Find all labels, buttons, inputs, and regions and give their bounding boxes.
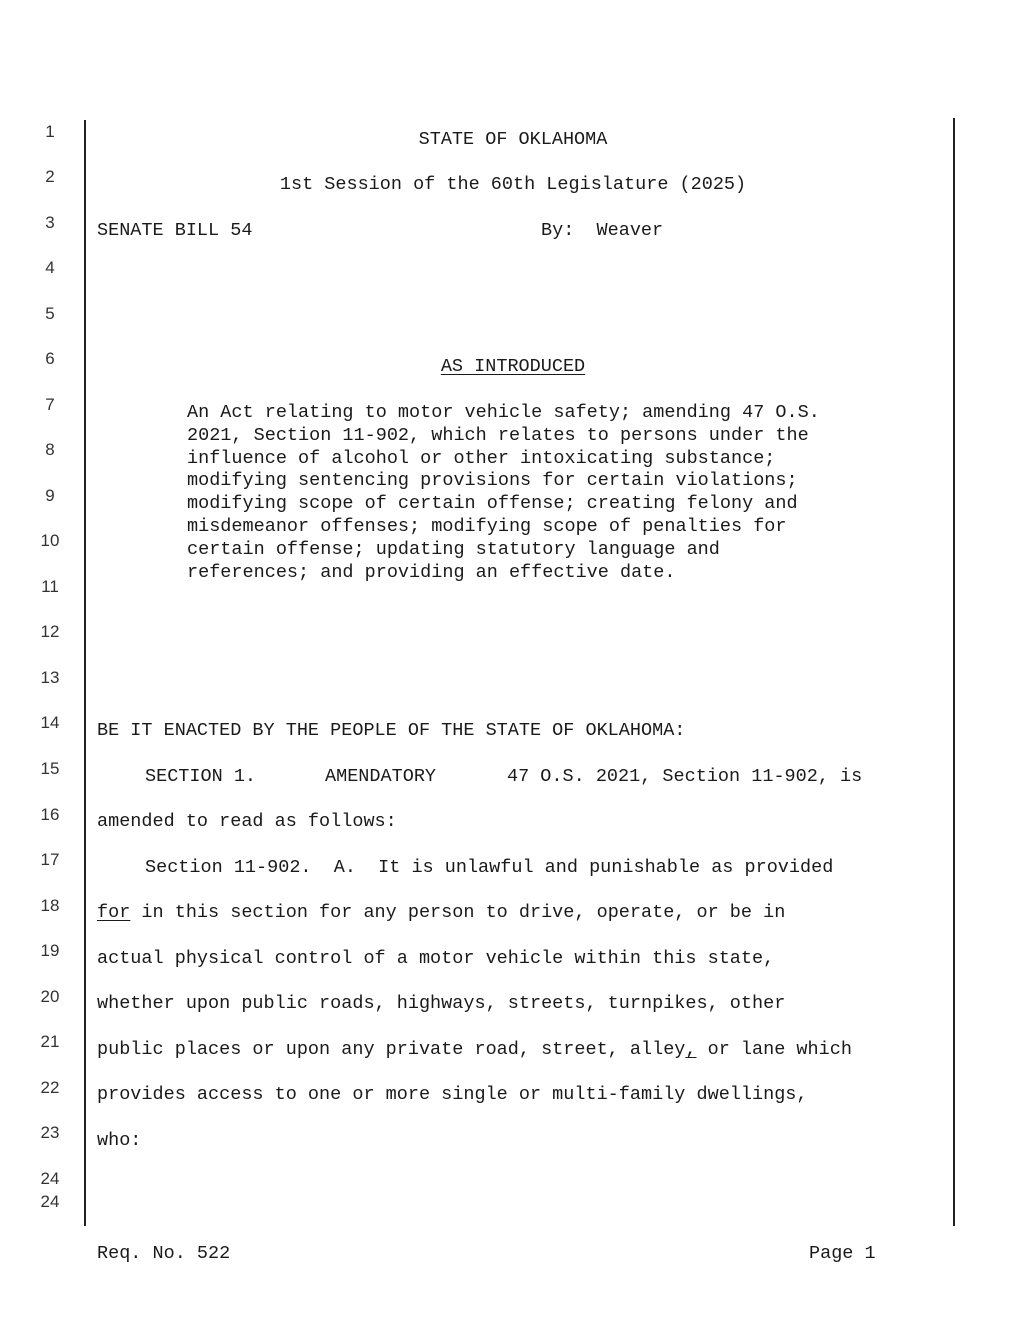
line-number: 15: [40, 759, 60, 778]
request-number: Req. No. 522: [97, 1243, 231, 1264]
line-number: 21: [40, 1032, 60, 1051]
line-number: 5: [45, 304, 55, 323]
page-number: Page 1: [809, 1243, 876, 1264]
section-type: AMENDATORY: [325, 766, 437, 787]
bill-number: SENATE BILL 54: [97, 220, 253, 241]
body-text: public places or upon any private road, street, alley: [97, 1039, 686, 1060]
left-margin-rule: [84, 120, 86, 1226]
right-margin-rule: [953, 118, 955, 1226]
line-number-cutoff: 24: [40, 1192, 60, 1211]
line-number: 12: [40, 622, 60, 641]
line-number: 2: [45, 167, 55, 186]
body-line-22: provides access to one or more single or multi-family dwellings,: [97, 1084, 808, 1105]
body-text: or lane which: [696, 1039, 852, 1060]
enacting-clause: BE IT ENACTED BY THE PEOPLE OF THE STATE OF OKLAHOMA:: [97, 720, 686, 741]
line-number: 10: [40, 531, 60, 550]
line-number: 22: [40, 1078, 60, 1097]
line-number: 13: [40, 668, 60, 687]
status-label: AS INTRODUCED: [440, 356, 586, 377]
section-number: SECTION 1.: [145, 766, 257, 787]
body-line-23: who:: [97, 1130, 142, 1151]
section-continuation: amended to read as follows:: [97, 811, 397, 832]
line-number: 24: [40, 1169, 60, 1188]
line-number: 1: [45, 122, 55, 141]
line-number: 4: [45, 258, 55, 277]
state-title: STATE OF OKLAHOMA: [418, 129, 608, 150]
section-citation: 47 O.S. 2021, Section 11-902, is: [507, 766, 863, 787]
body-text: in this section for any person to drive, operate, or be in: [130, 902, 786, 923]
status-heading: [97, 356, 929, 378]
session-title: 1st Session of the 60th Legislature (2025): [279, 174, 747, 195]
line-number: 14: [40, 713, 60, 732]
line-number: 11: [41, 577, 59, 596]
line-number: 7: [45, 395, 55, 414]
line-number: 8: [45, 440, 55, 459]
bill-author: By: Weaver: [541, 220, 664, 241]
line-number: 19: [40, 941, 60, 960]
body-line-21: [97, 1039, 927, 1061]
body-line-18: [97, 902, 927, 924]
line-number: 20: [40, 987, 60, 1006]
body-line-20: whether upon public roads, highways, streets, turnpikes, other: [97, 993, 786, 1014]
line-number: 6: [45, 349, 55, 368]
line-number: 16: [40, 805, 60, 824]
line-number: 17: [40, 850, 60, 869]
inserted-comma: ,: [685, 1039, 697, 1060]
body-line-17: Section 11-902. A. It is unlawful and punishable as provided: [145, 857, 834, 878]
inserted-text: for: [97, 902, 131, 923]
bill-abstract: An Act relating to motor vehicle safety; amending 47 O.S. 2021, Section 11-902, which relates to persons under the influence of alcohol or other intoxicating substance; modifying sentencing provisions for certain violations; modifying scope of certain offense; creating felony and misdemeanor offenses; modifying scope of penalties for certain offense; updating statutory language and references; and providing an effective date.: [187, 402, 820, 583]
line-number: 3: [45, 213, 55, 232]
line-number: 9: [45, 486, 55, 505]
line-number: 23: [40, 1123, 60, 1142]
line-number: 18: [40, 896, 60, 915]
body-line-19: actual physical control of a motor vehicle within this state,: [97, 948, 775, 969]
